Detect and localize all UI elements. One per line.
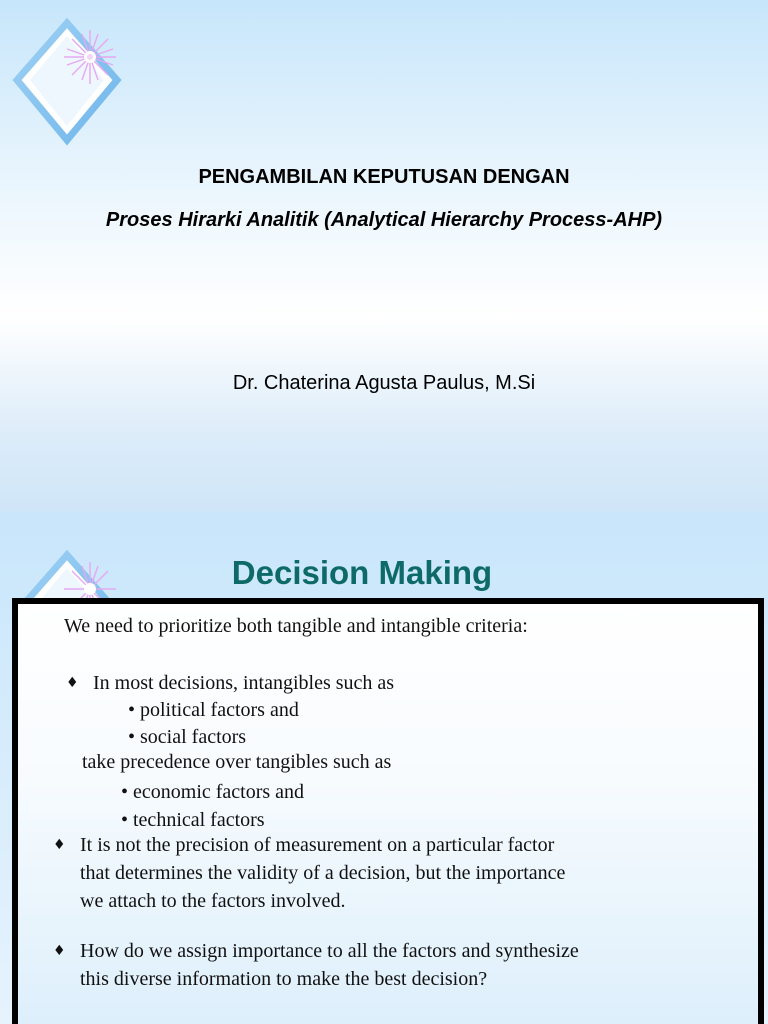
bullet-1-sub-4: • technical factors (121, 809, 265, 831)
slide-title: Decision Making (231, 554, 493, 591)
bullet-1-text: In most decisions, intangibles such as (93, 672, 395, 694)
bullet-3-line-2: this diverse information to make the best decision? (80, 968, 488, 990)
decision-making-slide (0, 512, 768, 1024)
bullet-3-line-1: How do we assign importance to all the factors and synthesize (80, 940, 579, 962)
bullet-2-line-3: we attach to the factors involved. (80, 890, 346, 912)
bullet-2-line-2: that determines the validity of a decision, but the importance (80, 862, 566, 884)
author-name: Dr. Chaterina Agusta Paulus, M.Si (232, 372, 536, 394)
bullet-1-sub-2: • social factors (128, 726, 247, 748)
bullet-2-line-1: It is not the precision of measurement on a particular factor (80, 834, 555, 856)
diamond-star-icon (12, 18, 132, 148)
title-line-1: PENGAMBILAN KEPUTUSAN DENGAN (198, 166, 570, 188)
bullet-1-sub-3: • economic factors and (121, 781, 305, 803)
diamond-bullet-icon: ♦ (53, 943, 66, 959)
bullet-1-sub-1: • political factors and (128, 699, 299, 721)
title-line-2: Proses Hirarki Analitik (Analytical Hierarchy Process-AHP) (105, 209, 663, 231)
diamond-bullet-icon: ♦ (66, 675, 79, 691)
intro-text: We need to prioritize both tangible and intangible criteria: (64, 615, 528, 637)
diamond-bullet-icon: ♦ (53, 837, 66, 853)
bullet-1-continuation: take precedence over tangibles such as (82, 751, 392, 773)
